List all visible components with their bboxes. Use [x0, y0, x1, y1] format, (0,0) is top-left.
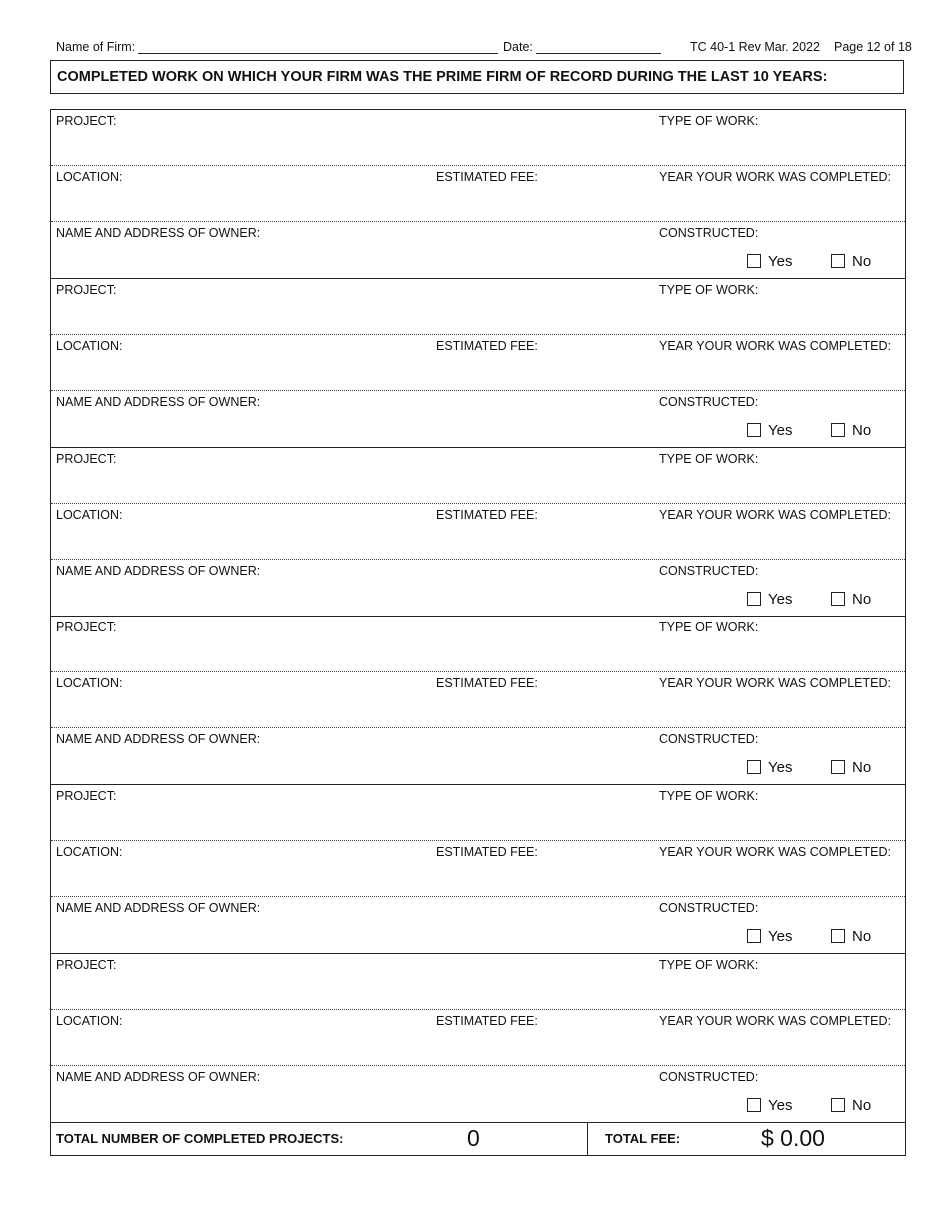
- project-4-row-project[interactable]: [51, 616, 905, 672]
- year-completed-label: YEAR YOUR WORK WAS COMPLETED:: [659, 676, 891, 690]
- type-of-work-label: TYPE OF WORK:: [659, 114, 759, 128]
- constructed-yes-checkbox[interactable]: [747, 423, 761, 437]
- constructed-yes-checkbox[interactable]: [747, 592, 761, 606]
- constructed-yes-label: Yes: [768, 422, 793, 439]
- constructed-options: [747, 928, 877, 945]
- section-title-box: [50, 60, 904, 94]
- project-6-row-project[interactable]: [51, 954, 905, 1010]
- constructed-no-checkbox[interactable]: [831, 592, 845, 606]
- location-label: LOCATION:: [56, 676, 123, 690]
- owner-label: NAME AND ADDRESS OF OWNER:: [56, 901, 261, 915]
- constructed-label: CONSTRUCTED:: [659, 395, 759, 409]
- constructed-options: [747, 1097, 877, 1114]
- constructed-label: CONSTRUCTED:: [659, 226, 759, 240]
- project-3-row-location[interactable]: [51, 504, 905, 560]
- project-6-row-location[interactable]: [51, 1010, 905, 1066]
- project-4-row-owner[interactable]: [51, 728, 905, 785]
- constructed-no-label: No: [852, 759, 872, 776]
- constructed-label: CONSTRUCTED:: [659, 732, 759, 746]
- year-completed-label: YEAR YOUR WORK WAS COMPLETED:: [659, 845, 891, 859]
- project-label: PROJECT:: [56, 114, 117, 128]
- project-2-row-owner[interactable]: [51, 391, 905, 448]
- constructed-label: CONSTRUCTED:: [659, 901, 759, 915]
- estimated-fee-label: ESTIMATED FEE:: [436, 845, 538, 859]
- totals-divider: [587, 1122, 588, 1155]
- total-projects-value[interactable]: 0: [467, 1125, 480, 1151]
- constructed-options: [747, 253, 877, 270]
- project-5-row-location[interactable]: [51, 841, 905, 897]
- constructed-label: CONSTRUCTED:: [659, 564, 759, 578]
- estimated-fee-label: ESTIMATED FEE:: [436, 339, 538, 353]
- constructed-options: [747, 759, 877, 776]
- project-5-row-project[interactable]: [51, 785, 905, 841]
- page-header: [56, 40, 916, 58]
- constructed-yes-checkbox[interactable]: [747, 760, 761, 774]
- type-of-work-label: TYPE OF WORK:: [659, 789, 759, 803]
- constructed-no-label: No: [852, 422, 872, 439]
- constructed-yes-label: Yes: [768, 759, 793, 776]
- constructed-no-checkbox[interactable]: [831, 1098, 845, 1112]
- date-field[interactable]: [536, 53, 661, 54]
- constructed-no-label: No: [852, 591, 872, 608]
- constructed-yes-checkbox[interactable]: [747, 1098, 761, 1112]
- owner-label: NAME AND ADDRESS OF OWNER:: [56, 226, 261, 240]
- owner-label: NAME AND ADDRESS OF OWNER:: [56, 1070, 261, 1084]
- location-label: LOCATION:: [56, 508, 123, 522]
- project-1-row-project[interactable]: [51, 110, 905, 166]
- constructed-options: [747, 422, 877, 439]
- total-projects-label: TOTAL NUMBER OF COMPLETED PROJECTS:: [56, 1131, 344, 1146]
- total-fee-label: TOTAL FEE:: [605, 1131, 681, 1146]
- project-label: PROJECT:: [56, 452, 117, 466]
- constructed-yes-label: Yes: [768, 591, 793, 608]
- project-3-row-project[interactable]: [51, 448, 905, 504]
- project-label: PROJECT:: [56, 958, 117, 972]
- type-of-work-label: TYPE OF WORK:: [659, 958, 759, 972]
- year-completed-label: YEAR YOUR WORK WAS COMPLETED:: [659, 339, 891, 353]
- type-of-work-label: TYPE OF WORK:: [659, 620, 759, 634]
- section-title: COMPLETED WORK ON WHICH YOUR FIRM WAS THE PRIME FIRM OF RECORD DURING THE LAST 10 YEARS:: [57, 69, 828, 85]
- constructed-no-label: No: [852, 928, 872, 945]
- completed-work-form: [50, 109, 906, 1156]
- project-6-row-owner[interactable]: [51, 1066, 905, 1123]
- project-3-row-owner[interactable]: [51, 560, 905, 617]
- year-completed-label: YEAR YOUR WORK WAS COMPLETED:: [659, 508, 891, 522]
- year-completed-label: YEAR YOUR WORK WAS COMPLETED:: [659, 170, 891, 184]
- page-info: Page 12 of 18: [834, 40, 912, 54]
- type-of-work-label: TYPE OF WORK:: [659, 283, 759, 297]
- estimated-fee-label: ESTIMATED FEE:: [436, 676, 538, 690]
- constructed-no-label: No: [852, 253, 872, 270]
- project-5-row-owner[interactable]: [51, 897, 905, 954]
- constructed-options: [747, 591, 877, 608]
- project-1-row-owner[interactable]: [51, 222, 905, 279]
- owner-label: NAME AND ADDRESS OF OWNER:: [56, 564, 261, 578]
- constructed-yes-checkbox[interactable]: [747, 929, 761, 943]
- estimated-fee-label: ESTIMATED FEE:: [436, 508, 538, 522]
- project-2-row-project[interactable]: [51, 279, 905, 335]
- date-label: Date:: [503, 40, 533, 54]
- project-1-row-location[interactable]: [51, 166, 905, 222]
- location-label: LOCATION:: [56, 845, 123, 859]
- location-label: LOCATION:: [56, 339, 123, 353]
- estimated-fee-label: ESTIMATED FEE:: [436, 1014, 538, 1028]
- owner-label: NAME AND ADDRESS OF OWNER:: [56, 395, 261, 409]
- constructed-yes-label: Yes: [768, 928, 793, 945]
- total-fee-value[interactable]: $ 0.00: [761, 1125, 825, 1151]
- constructed-no-checkbox[interactable]: [831, 254, 845, 268]
- constructed-no-checkbox[interactable]: [831, 929, 845, 943]
- project-label: PROJECT:: [56, 789, 117, 803]
- location-label: LOCATION:: [56, 170, 123, 184]
- totals-row: [51, 1122, 905, 1155]
- location-label: LOCATION:: [56, 1014, 123, 1028]
- owner-label: NAME AND ADDRESS OF OWNER:: [56, 732, 261, 746]
- form-id: TC 40-1 Rev Mar. 2022: [690, 40, 820, 54]
- year-completed-label: YEAR YOUR WORK WAS COMPLETED:: [659, 1014, 891, 1028]
- constructed-no-checkbox[interactable]: [831, 423, 845, 437]
- constructed-yes-label: Yes: [768, 1097, 793, 1114]
- constructed-no-label: No: [852, 1097, 872, 1114]
- project-label: PROJECT:: [56, 283, 117, 297]
- constructed-yes-label: Yes: [768, 253, 793, 270]
- firm-name-field[interactable]: [138, 53, 498, 54]
- type-of-work-label: TYPE OF WORK:: [659, 452, 759, 466]
- firm-name-label: Name of Firm:: [56, 40, 136, 54]
- project-2-row-location[interactable]: [51, 335, 905, 391]
- estimated-fee-label: ESTIMATED FEE:: [436, 170, 538, 184]
- project-label: PROJECT:: [56, 620, 117, 634]
- project-4-row-location[interactable]: [51, 672, 905, 728]
- constructed-label: CONSTRUCTED:: [659, 1070, 759, 1084]
- constructed-yes-checkbox[interactable]: [747, 254, 761, 268]
- constructed-no-checkbox[interactable]: [831, 760, 845, 774]
